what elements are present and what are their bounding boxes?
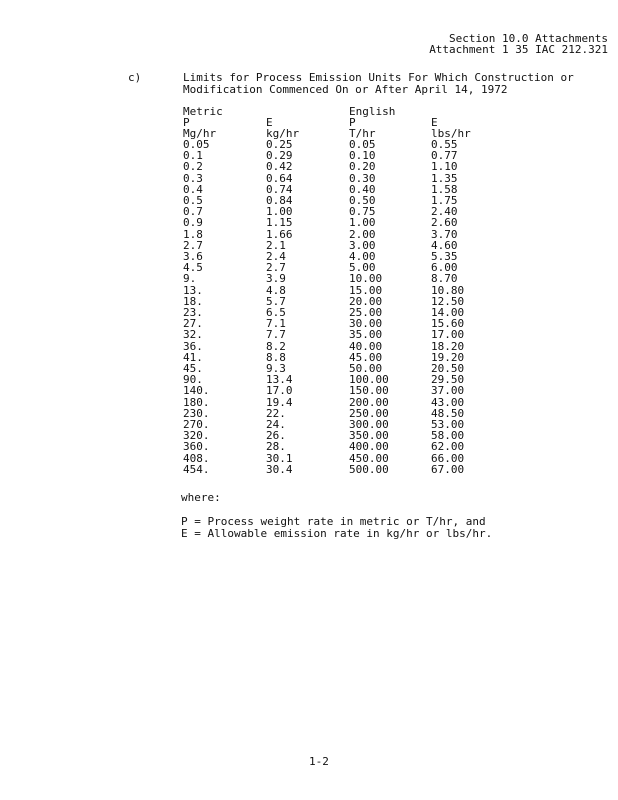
cell-e-english: 1.75 — [431, 194, 458, 207]
section-label: c) — [128, 71, 142, 84]
cell-e-english: 3.70 — [431, 227, 458, 241]
cell-e-english: 0.55 — [431, 138, 458, 151]
cell-p-metric: 4.5 — [183, 261, 203, 275]
cell-e-metric: 26. — [266, 429, 286, 443]
cell-e-english: 18.20 — [431, 339, 465, 353]
unit-e-metric: kg/hr — [266, 127, 300, 140]
cell-p-metric: 454. — [183, 462, 210, 476]
cell-p-metric: 408. — [183, 451, 210, 465]
page-number: 1-2 — [309, 755, 329, 768]
cell-p-english: 350.00 — [349, 429, 389, 443]
cell-e-metric: 8.8 — [266, 350, 286, 364]
cell-e-english: 5.35 — [431, 250, 458, 263]
cell-e-english: 20.50 — [431, 362, 465, 375]
cell-e-metric: 0.74 — [266, 182, 293, 196]
cell-e-metric: 1.00 — [266, 205, 293, 219]
cell-e-metric: 3.9 — [266, 272, 286, 286]
cell-p-metric: 0.5 — [183, 194, 203, 207]
cell-p-metric: 0.9 — [183, 216, 203, 230]
cell-p-metric: 0.2 — [183, 160, 203, 174]
cell-p-english: 500.00 — [349, 462, 389, 476]
cell-e-metric: 7.7 — [266, 328, 286, 342]
cell-p-english: 20.00 — [349, 294, 383, 308]
cell-p-english: 5.00 — [349, 261, 376, 275]
cell-e-metric: 0.64 — [266, 171, 293, 185]
cell-p-english: 450.00 — [349, 451, 389, 465]
cell-e-metric: 6.5 — [266, 306, 286, 319]
cell-p-english: 0.40 — [349, 182, 376, 196]
cell-e-english: 1.58 — [431, 182, 458, 196]
cell-e-metric: 17.0 — [266, 384, 293, 398]
cell-p-english: 50.00 — [349, 362, 383, 375]
col-header-e-english: E — [431, 116, 438, 129]
cell-p-metric: 27. — [183, 317, 203, 331]
cell-e-metric: 0.42 — [266, 160, 293, 174]
cell-p-metric: 90. — [183, 373, 203, 387]
cell-e-english: 17.00 — [431, 328, 465, 342]
col-header-p-english: P — [349, 116, 356, 129]
cell-p-english: 25.00 — [349, 306, 383, 319]
header-attachment-line: Attachment 1 35 IAC 212.321 — [429, 43, 608, 56]
cell-e-english: 2.60 — [431, 216, 458, 230]
cell-e-english: 58.00 — [431, 429, 465, 443]
cell-e-english: 48.50 — [431, 406, 465, 420]
cell-e-english: 43.00 — [431, 395, 465, 409]
cell-p-english: 0.75 — [349, 205, 376, 219]
cell-p-metric: 0.7 — [183, 205, 203, 219]
cell-p-english: 0.10 — [349, 149, 376, 163]
cell-p-english: 200.00 — [349, 395, 389, 409]
cell-p-english: 150.00 — [349, 384, 389, 398]
cell-e-metric: 24. — [266, 418, 286, 431]
cell-e-metric: 2.7 — [266, 261, 286, 275]
cell-p-english: 2.00 — [349, 227, 376, 241]
cell-e-english: 0.77 — [431, 149, 458, 163]
group-header-english: English — [349, 105, 396, 118]
cell-p-english: 400.00 — [349, 440, 389, 454]
cell-p-english: 0.30 — [349, 171, 376, 185]
cell-p-english: 35.00 — [349, 328, 383, 342]
cell-e-metric: 30.4 — [266, 462, 293, 476]
col-header-p-metric: P — [183, 116, 190, 129]
cell-p-english: 40.00 — [349, 339, 383, 353]
cell-e-metric: 7.1 — [266, 317, 286, 331]
cell-e-metric: 8.2 — [266, 339, 286, 353]
cell-p-metric: 0.05 — [183, 138, 210, 151]
cell-p-metric: 45. — [183, 362, 203, 375]
cell-e-english: 66.00 — [431, 451, 465, 465]
cell-p-english: 3.00 — [349, 238, 376, 252]
cell-p-english: 1.00 — [349, 216, 376, 230]
cell-p-english: 100.00 — [349, 373, 389, 387]
cell-e-metric: 4.8 — [266, 283, 286, 297]
unit-p-english: T/hr — [349, 127, 376, 140]
cell-e-english: 67.00 — [431, 462, 465, 476]
cell-e-english: 14.00 — [431, 306, 465, 319]
cell-p-english: 15.00 — [349, 283, 383, 297]
unit-e-english: lbs/hr — [431, 127, 471, 140]
cell-e-metric: 0.29 — [266, 149, 293, 163]
col-header-e-metric: E — [266, 116, 273, 129]
cell-e-english: 10.80 — [431, 283, 465, 297]
cell-p-metric: 36. — [183, 339, 203, 353]
where-label: where: — [181, 491, 221, 504]
cell-p-metric: 140. — [183, 384, 210, 398]
cell-e-metric: 22. — [266, 406, 286, 420]
cell-p-metric: 270. — [183, 418, 210, 431]
cell-e-english: 29.50 — [431, 373, 465, 387]
cell-e-metric: 30.1 — [266, 451, 293, 465]
cell-p-english: 45.00 — [349, 350, 383, 364]
cell-e-english: 1.35 — [431, 171, 458, 185]
cell-p-metric: 2.7 — [183, 238, 203, 252]
cell-e-metric: 1.15 — [266, 216, 293, 230]
cell-e-english: 2.40 — [431, 205, 458, 219]
cell-p-metric: 13. — [183, 283, 203, 297]
cell-e-metric: 5.7 — [266, 294, 286, 308]
cell-p-metric: 320. — [183, 429, 210, 443]
cell-p-metric: 1.8 — [183, 227, 203, 241]
cell-e-metric: 2.1 — [266, 238, 286, 252]
cell-e-english: 4.60 — [431, 238, 458, 252]
where-definition-e: E = Allowable emission rate in kg/hr or lbs/hr. — [181, 527, 493, 540]
cell-p-english: 10.00 — [349, 272, 383, 286]
cell-p-metric: 32. — [183, 328, 203, 342]
cell-e-metric: 13.4 — [266, 373, 293, 387]
cell-p-english: 0.20 — [349, 160, 376, 174]
cell-e-metric: 19.4 — [266, 395, 293, 409]
cell-e-metric: 2.4 — [266, 250, 286, 263]
cell-p-metric: 0.1 — [183, 149, 203, 163]
section-title-line1: Limits for Process Emission Units For Which Construction or — [183, 71, 574, 84]
unit-p-metric: Mg/hr — [183, 127, 217, 140]
cell-e-english: 12.50 — [431, 294, 465, 308]
cell-e-metric: 0.25 — [266, 138, 293, 151]
cell-e-english: 1.10 — [431, 160, 458, 174]
cell-e-english: 15.60 — [431, 317, 465, 331]
section-title-line2: Modification Commenced On or After April 14, 1972 — [183, 83, 508, 96]
cell-p-metric: 0.3 — [183, 171, 203, 185]
cell-e-english: 19.20 — [431, 350, 465, 364]
cell-e-english: 8.70 — [431, 272, 458, 286]
cell-p-metric: 23. — [183, 306, 203, 319]
cell-p-metric: 18. — [183, 294, 203, 308]
cell-p-english: 0.05 — [349, 138, 376, 151]
cell-e-metric: 28. — [266, 440, 286, 454]
cell-e-english: 53.00 — [431, 418, 465, 431]
cell-p-metric: 41. — [183, 350, 203, 364]
cell-p-english: 300.00 — [349, 418, 389, 431]
group-header-metric: Metric — [183, 105, 223, 118]
cell-e-english: 37.00 — [431, 384, 465, 398]
cell-e-english: 6.00 — [431, 261, 458, 275]
cell-p-metric: 0.4 — [183, 182, 203, 196]
where-definition-p: P = Process weight rate in metric or T/hr, and — [181, 515, 486, 528]
cell-e-metric: 0.84 — [266, 194, 293, 207]
cell-p-english: 4.00 — [349, 250, 376, 263]
cell-p-english: 250.00 — [349, 406, 389, 420]
cell-p-metric: 180. — [183, 395, 210, 409]
cell-p-metric: 230. — [183, 406, 210, 420]
header-section-line: Section 10.0 Attachments — [449, 32, 608, 45]
cell-p-metric: 3.6 — [183, 250, 203, 263]
cell-p-metric: 9. — [183, 272, 197, 286]
cell-p-english: 0.50 — [349, 194, 376, 207]
cell-p-metric: 360. — [183, 440, 210, 454]
cell-p-english: 30.00 — [349, 317, 383, 331]
cell-e-english: 62.00 — [431, 440, 465, 454]
cell-e-metric: 1.66 — [266, 227, 293, 241]
cell-e-metric: 9.3 — [266, 362, 286, 375]
